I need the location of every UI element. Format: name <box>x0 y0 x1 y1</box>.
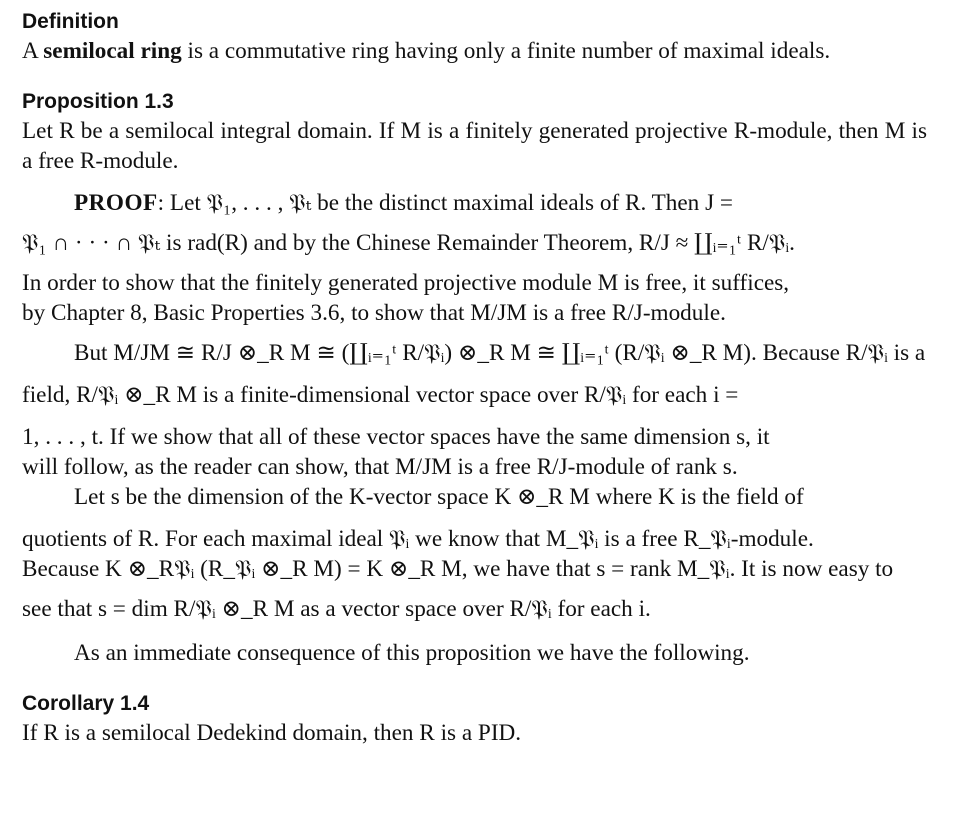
corollary-statement: If R is a semilocal Dedekind domain, then R is a PID. <box>22 720 522 746</box>
proof-line-3: In order to show that the finitely generated projective module M is free, it suffices, <box>22 270 790 296</box>
proof-line-9: Let s be the dimension of the K-vector space K ⊗_R M where K is the field of <box>74 484 804 510</box>
proposition-heading: Proposition 1.3 <box>22 90 174 113</box>
proof-line-7: 1, . . . , t. If we show that all of these vector spaces have the same dimension s, it <box>22 424 770 450</box>
definition-text <box>22 36 927 66</box>
proof-line-8: will follow, as the reader can show, that M/JM is a free R/J-module of rank s. <box>22 454 738 480</box>
definition-text-post: is a commutative ring having only a finite number of maximal ideals. <box>181 38 831 64</box>
definition-term: semilocal ring <box>43 38 182 64</box>
definition-heading: Definition <box>22 10 119 33</box>
document-page <box>22 8 927 748</box>
proof-label: PROOF <box>74 190 158 216</box>
proof-line-12: see that s = dim R/𝔓ᵢ ⊗_R M as a vector space over R/𝔓ᵢ for each i. <box>22 596 651 622</box>
proof-block <box>22 188 927 624</box>
proof-line-1: PROOF: Let 𝔓₁, . . . , 𝔓ₜ be the distinct maximal ideals of R. Then J = <box>74 190 733 216</box>
definition-text-pre: A <box>22 38 44 64</box>
proof-line-6: field, R/𝔓ᵢ ⊗_R M is a finite-dimensional vector space over R/𝔓ᵢ for each i = <box>22 382 739 408</box>
proof-line-1-text: Let 𝔓₁, . . . , 𝔓ₜ be the distinct maximal ideals of R. Then J = <box>169 190 733 216</box>
proof-line-4: by Chapter 8, Basic Properties 3.6, to show that M/JM is a free R/J-module. <box>22 300 726 326</box>
consequence-text: As an immediate consequence of this proposition we have the following. <box>74 640 750 666</box>
proof-line-10: quotients of R. For each maximal ideal 𝔓ᵢ we know that M_𝔓ᵢ is a free R_𝔓ᵢ-module. <box>22 526 814 552</box>
proof-line-5: But M/JM ≅ R/J ⊗_R M ≅ (∐ᵢ₌₁ᵗ R/𝔓ᵢ) ⊗_R M ≅ ∐ᵢ₌₁ᵗ (R/𝔓ᵢ ⊗_R M). Because R/𝔓ᵢ is a <box>74 340 926 366</box>
corollary-heading: Corollary 1.4 <box>22 692 150 715</box>
proposition-statement: Let R be a semilocal integral domain. If M is a finitely generated projective R-module, then M is a free R-module. <box>22 118 927 174</box>
proof-line-11: Because K ⊗_R𝔓ᵢ (R_𝔓ᵢ ⊗_R M) = K ⊗_R M, we have that s = rank M_𝔓ᵢ. It is now easy to <box>22 556 894 582</box>
proof-line-2: 𝔓₁ ∩ · · · ∩ 𝔓ₜ is rad(R) and by the Chinese Remainder Theorem, R/J ≈ ∐ᵢ₌₁ᵗ R/𝔓ᵢ. <box>22 230 795 256</box>
